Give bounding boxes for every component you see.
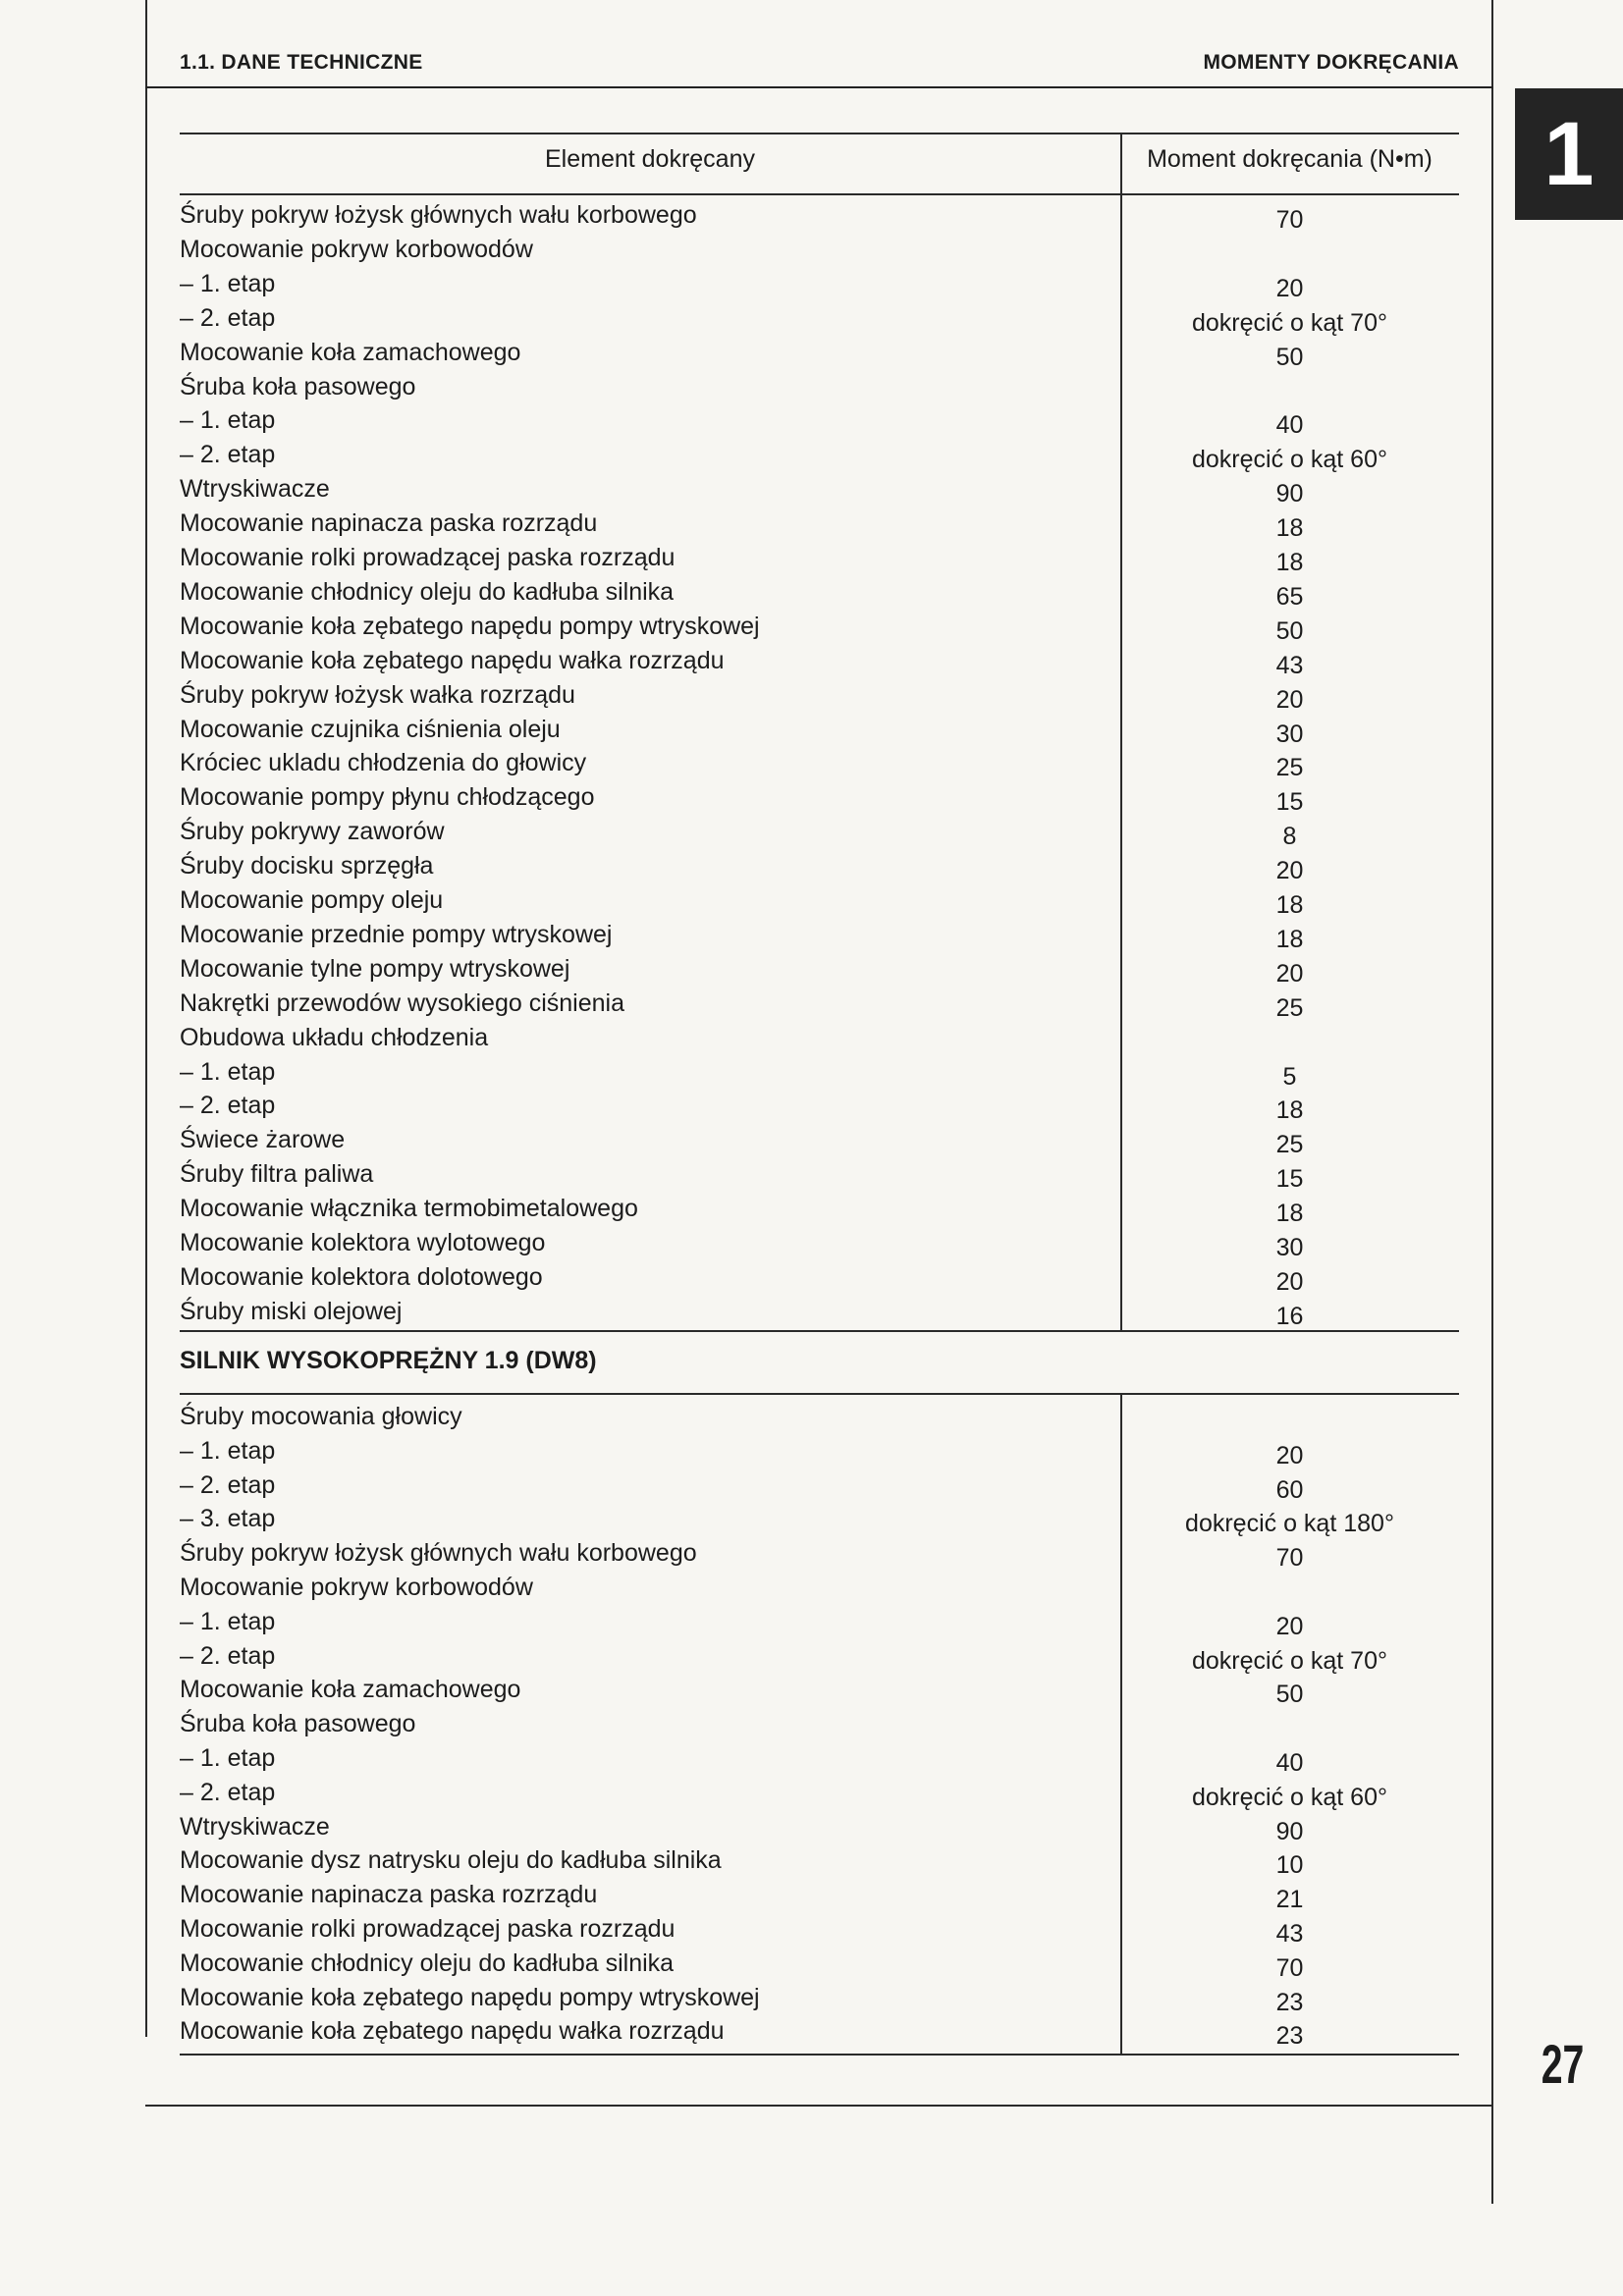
- column-header-torque: Moment dokręcania (N•m): [1147, 145, 1433, 173]
- torque-value-cell: 18: [1275, 1200, 1304, 1228]
- element-name-cell: Świece żarowe: [180, 1126, 346, 1154]
- element-name-cell: Wtryskiwacze: [180, 475, 330, 504]
- table-row: [180, 1260, 1459, 1294]
- element-name-cell: Mocowanie kolektora wylotowego: [180, 1229, 546, 1256]
- torque-value-cell: 20: [1275, 959, 1304, 988]
- table-row: [180, 644, 1459, 677]
- element-name-cell: Mocowanie włącznika termobimetalowego: [180, 1195, 638, 1223]
- element-name-cell: – 2. etap: [180, 303, 276, 332]
- table-row: [180, 198, 1459, 232]
- element-name-cell: – 1. etap: [180, 269, 276, 297]
- table2-bottom-rule: [180, 2054, 1459, 2056]
- element-name-cell: Mocowanie pokryw korbowodów: [180, 1574, 533, 1601]
- table-row: [180, 507, 1459, 543]
- torque-value-cell: 20: [1275, 857, 1304, 885]
- element-name-cell: Obudowa układu chłodzenia: [180, 1023, 489, 1051]
- element-name-cell: Mocowanie chłodnicy oleju do kadłuba silnika: [180, 1949, 675, 1977]
- torque-value-cell: 20: [1275, 274, 1304, 302]
- table-row: [180, 918, 1459, 951]
- torque-value-cell: 25: [1275, 754, 1304, 782]
- element-name-cell: – 2. etap: [180, 1092, 276, 1120]
- torque-value-cell: 40: [1275, 1749, 1304, 1777]
- table-row: [180, 1021, 1459, 1054]
- torque-value-cell: 15: [1275, 1165, 1304, 1194]
- torque-value-cell: dokręcić o kąt 180°: [1185, 1510, 1394, 1538]
- element-name-cell: – 1. etap: [180, 1436, 276, 1465]
- torque-value-cell: 21: [1275, 1886, 1304, 1914]
- table-row: [180, 987, 1459, 1020]
- table-row: [180, 1192, 1459, 1228]
- table-row: [180, 1468, 1459, 1502]
- table-row: [180, 2014, 1459, 2051]
- table-row: [180, 1157, 1459, 1194]
- element-name-cell: Śruby filtra paliwa: [180, 1160, 374, 1189]
- table-row: [180, 1055, 1459, 1089]
- torque-value-cell: 30: [1275, 1234, 1304, 1261]
- torque-value-cell: 43: [1275, 651, 1304, 679]
- element-name-cell: – 1. etap: [180, 406, 276, 435]
- element-name-cell: Mocowanie koła zębatego napędu wałka rozrządu: [180, 2017, 725, 2046]
- element-name-cell: Śruba koła pasowego: [180, 1710, 416, 1738]
- element-name-cell: Mocowanie napinacza paska rozrządu: [180, 509, 598, 538]
- footer-rule: [145, 2105, 1493, 2107]
- table-row: [180, 336, 1459, 369]
- table2-top-rule: [180, 1393, 1459, 1395]
- table-row: [180, 1089, 1459, 1125]
- element-name-cell: – 2. etap: [180, 1641, 276, 1670]
- table-row: [180, 1981, 1459, 2014]
- table-row: [180, 1605, 1459, 1638]
- table-row: [180, 1123, 1459, 1159]
- table-row: [180, 1571, 1459, 1604]
- table-row: [180, 1673, 1459, 1709]
- torque-value-cell: 20: [1275, 1267, 1304, 1296]
- table-row: [180, 1776, 1459, 1809]
- element-name-cell: Mocowanie pompy oleju: [180, 886, 444, 914]
- torque-value-cell: dokręcić o kąt 60°: [1192, 1783, 1387, 1811]
- table-row: [180, 1741, 1459, 1775]
- table-header-rule: [180, 193, 1459, 195]
- table-row: [180, 1502, 1459, 1538]
- torque-value-cell: 8: [1282, 823, 1297, 851]
- table-row: [180, 541, 1459, 574]
- element-name-cell: Śruba koła pasowego: [180, 372, 416, 400]
- table-row: [180, 1400, 1459, 1433]
- element-name-cell: Mocowanie rolki prowadzącej paska rozrządu: [180, 544, 676, 571]
- table-row: [180, 883, 1459, 917]
- torque-value-cell: 50: [1275, 343, 1304, 371]
- table-row: [180, 1947, 1459, 1980]
- element-name-cell: Nakrętki przewodów wysokiego ciśnienia: [180, 988, 624, 1017]
- chapter-tab: 1: [1515, 88, 1623, 220]
- torque-value-cell: 60: [1275, 1475, 1304, 1504]
- torque-value-cell: 20: [1275, 1441, 1304, 1469]
- element-name-cell: Mocowanie napinacza paska rozrządu: [180, 1881, 598, 1909]
- element-name-cell: Mocowanie koła zębatego napędu wałka rozrządu: [180, 646, 725, 674]
- torque-value-cell: 50: [1275, 1681, 1304, 1709]
- table-row: [180, 1434, 1459, 1468]
- torque-value-cell: 70: [1275, 1544, 1304, 1573]
- element-name-cell: Mocowanie tylne pompy wtryskowej: [180, 954, 570, 983]
- torque-value-cell: 18: [1275, 549, 1304, 576]
- header-rule: [145, 86, 1493, 88]
- table-row: [180, 301, 1459, 335]
- element-name-cell: Wtryskiwacze: [180, 1812, 330, 1841]
- torque-value-cell: 18: [1275, 1096, 1304, 1125]
- element-name-cell: Śruby docisku sprzęgła: [180, 852, 434, 881]
- table-row: [180, 1843, 1459, 1880]
- element-name-cell: Śruby pokryw łożysk wałka rozrządu: [180, 680, 575, 709]
- torque-value-cell: 90: [1275, 480, 1304, 508]
- torque-value-cell: 23: [1275, 1988, 1304, 2016]
- element-name-cell: Mocowanie rolki prowadzącej paska rozrządu: [180, 1915, 676, 1943]
- table-row: [180, 713, 1459, 746]
- element-name-cell: – 2. etap: [180, 1470, 276, 1499]
- element-name-cell: Mocowanie chłodnicy oleju do kadłuba silnika: [180, 577, 675, 606]
- element-name-cell: Króciec ukladu chłodzenia do głowicy: [180, 749, 587, 777]
- table-row: [180, 1810, 1459, 1843]
- table-row: [180, 610, 1459, 643]
- torque-value-cell: 18: [1275, 891, 1304, 919]
- torque-value-cell: dokręcić o kąt 60°: [1192, 446, 1387, 474]
- torque-value-cell: 18: [1275, 925, 1304, 953]
- table-row: [180, 1226, 1459, 1259]
- torque-value-cell: 18: [1275, 514, 1304, 543]
- element-name-cell: Mocowanie koła zamachowego: [180, 1676, 521, 1704]
- torque-value-cell: 20: [1275, 685, 1304, 714]
- table-row: [180, 815, 1459, 851]
- element-name-cell: Mocowanie pokryw korbowodów: [180, 235, 533, 263]
- table-row: [180, 438, 1459, 474]
- table-row: [180, 746, 1459, 782]
- torque-value-cell: 65: [1275, 582, 1304, 611]
- column-header-element: Element dokręcany: [544, 145, 755, 173]
- table-row: [180, 403, 1459, 440]
- element-name-cell: – 2. etap: [180, 441, 276, 469]
- torque-value-cell: 70: [1275, 1953, 1304, 1982]
- table-row: [180, 849, 1459, 885]
- section-title-dw8: SILNIK WYSOKOPRĘŻNY 1.9 (DW8): [180, 1347, 597, 1374]
- torque-value-cell: 10: [1275, 1851, 1304, 1880]
- element-name-cell: Mocowanie czujnika ciśnienia oleju: [180, 715, 561, 743]
- page-frame-left: [145, 0, 147, 2037]
- page-number: 27: [1541, 2033, 1585, 2095]
- table-row: [180, 575, 1459, 609]
- table-row: [180, 1912, 1459, 1946]
- element-name-cell: Śruby pokrywy zaworów: [180, 818, 445, 846]
- torque-value-cell: 70: [1275, 206, 1304, 234]
- element-name-cell: – 1. etap: [180, 1607, 276, 1635]
- torque-value-cell: 30: [1275, 720, 1304, 748]
- element-name-cell: Mocowanie pompy płynu chłodzącego: [180, 783, 595, 812]
- element-name-cell: Mocowanie przednie pompy wtryskowej: [180, 920, 613, 948]
- element-name-cell: Mocowanie kolektora dolotowego: [180, 1262, 543, 1291]
- element-name-cell: Śruby pokryw łożysk głównych wału korbowego: [180, 1539, 697, 1568]
- table-row: [180, 267, 1459, 300]
- element-name-cell: – 1. etap: [180, 1744, 276, 1772]
- table-row: [180, 1878, 1459, 1914]
- table-row: [180, 1295, 1459, 1328]
- element-name-cell: – 2. etap: [180, 1778, 276, 1806]
- table-row: [180, 472, 1459, 506]
- torque-value-cell: 16: [1275, 1302, 1304, 1330]
- element-name-cell: – 1. etap: [180, 1057, 276, 1086]
- torque-value-cell: dokręcić o kąt 70°: [1192, 1646, 1387, 1675]
- table-top-rule: [180, 133, 1459, 134]
- element-name-cell: Śruby mocowania głowicy: [180, 1403, 462, 1430]
- section-header: 1.1. DANE TECHNICZNE: [180, 51, 423, 74]
- element-name-cell: Śruby pokryw łożysk głównych wału korbowego: [180, 201, 697, 229]
- table-row: [180, 678, 1459, 712]
- torque-value-cell: 25: [1275, 1131, 1304, 1159]
- torque-value-cell: 15: [1275, 788, 1304, 817]
- element-name-cell: Śruby miski olejowej: [180, 1297, 403, 1325]
- table-row: [180, 952, 1459, 986]
- torque-value-cell: 20: [1275, 1612, 1304, 1640]
- element-name-cell: Mocowanie dysz natrysku oleju do kadłuba silnika: [180, 1846, 722, 1875]
- table-row: [180, 1707, 1459, 1740]
- torque-value-cell: 43: [1275, 1920, 1304, 1948]
- topic-header: MOMENTY DOKRĘCANIA: [1203, 51, 1459, 74]
- torque-value-cell: 90: [1275, 1817, 1304, 1845]
- table-row: [180, 1639, 1459, 1673]
- table-row: [180, 233, 1459, 266]
- table-row: [180, 370, 1459, 403]
- page-frame-right: [1491, 0, 1493, 2204]
- torque-value-cell: 5: [1282, 1062, 1297, 1091]
- element-name-cell: Mocowanie koła zębatego napędu pompy wtryskowej: [180, 1983, 760, 2011]
- torque-value-cell: 23: [1275, 2022, 1304, 2051]
- table-row: [180, 780, 1459, 817]
- element-name-cell: Mocowanie koła zamachowego: [180, 338, 521, 366]
- torque-value-cell: 40: [1275, 411, 1304, 440]
- torque-value-cell: 50: [1275, 616, 1304, 645]
- table-row: [180, 1536, 1459, 1573]
- torque-value-cell: 25: [1275, 993, 1304, 1022]
- element-name-cell: Mocowanie koła zębatego napędu pompy wtryskowej: [180, 612, 760, 640]
- torque-value-cell: dokręcić o kąt 70°: [1192, 308, 1387, 337]
- element-name-cell: – 3. etap: [180, 1505, 276, 1533]
